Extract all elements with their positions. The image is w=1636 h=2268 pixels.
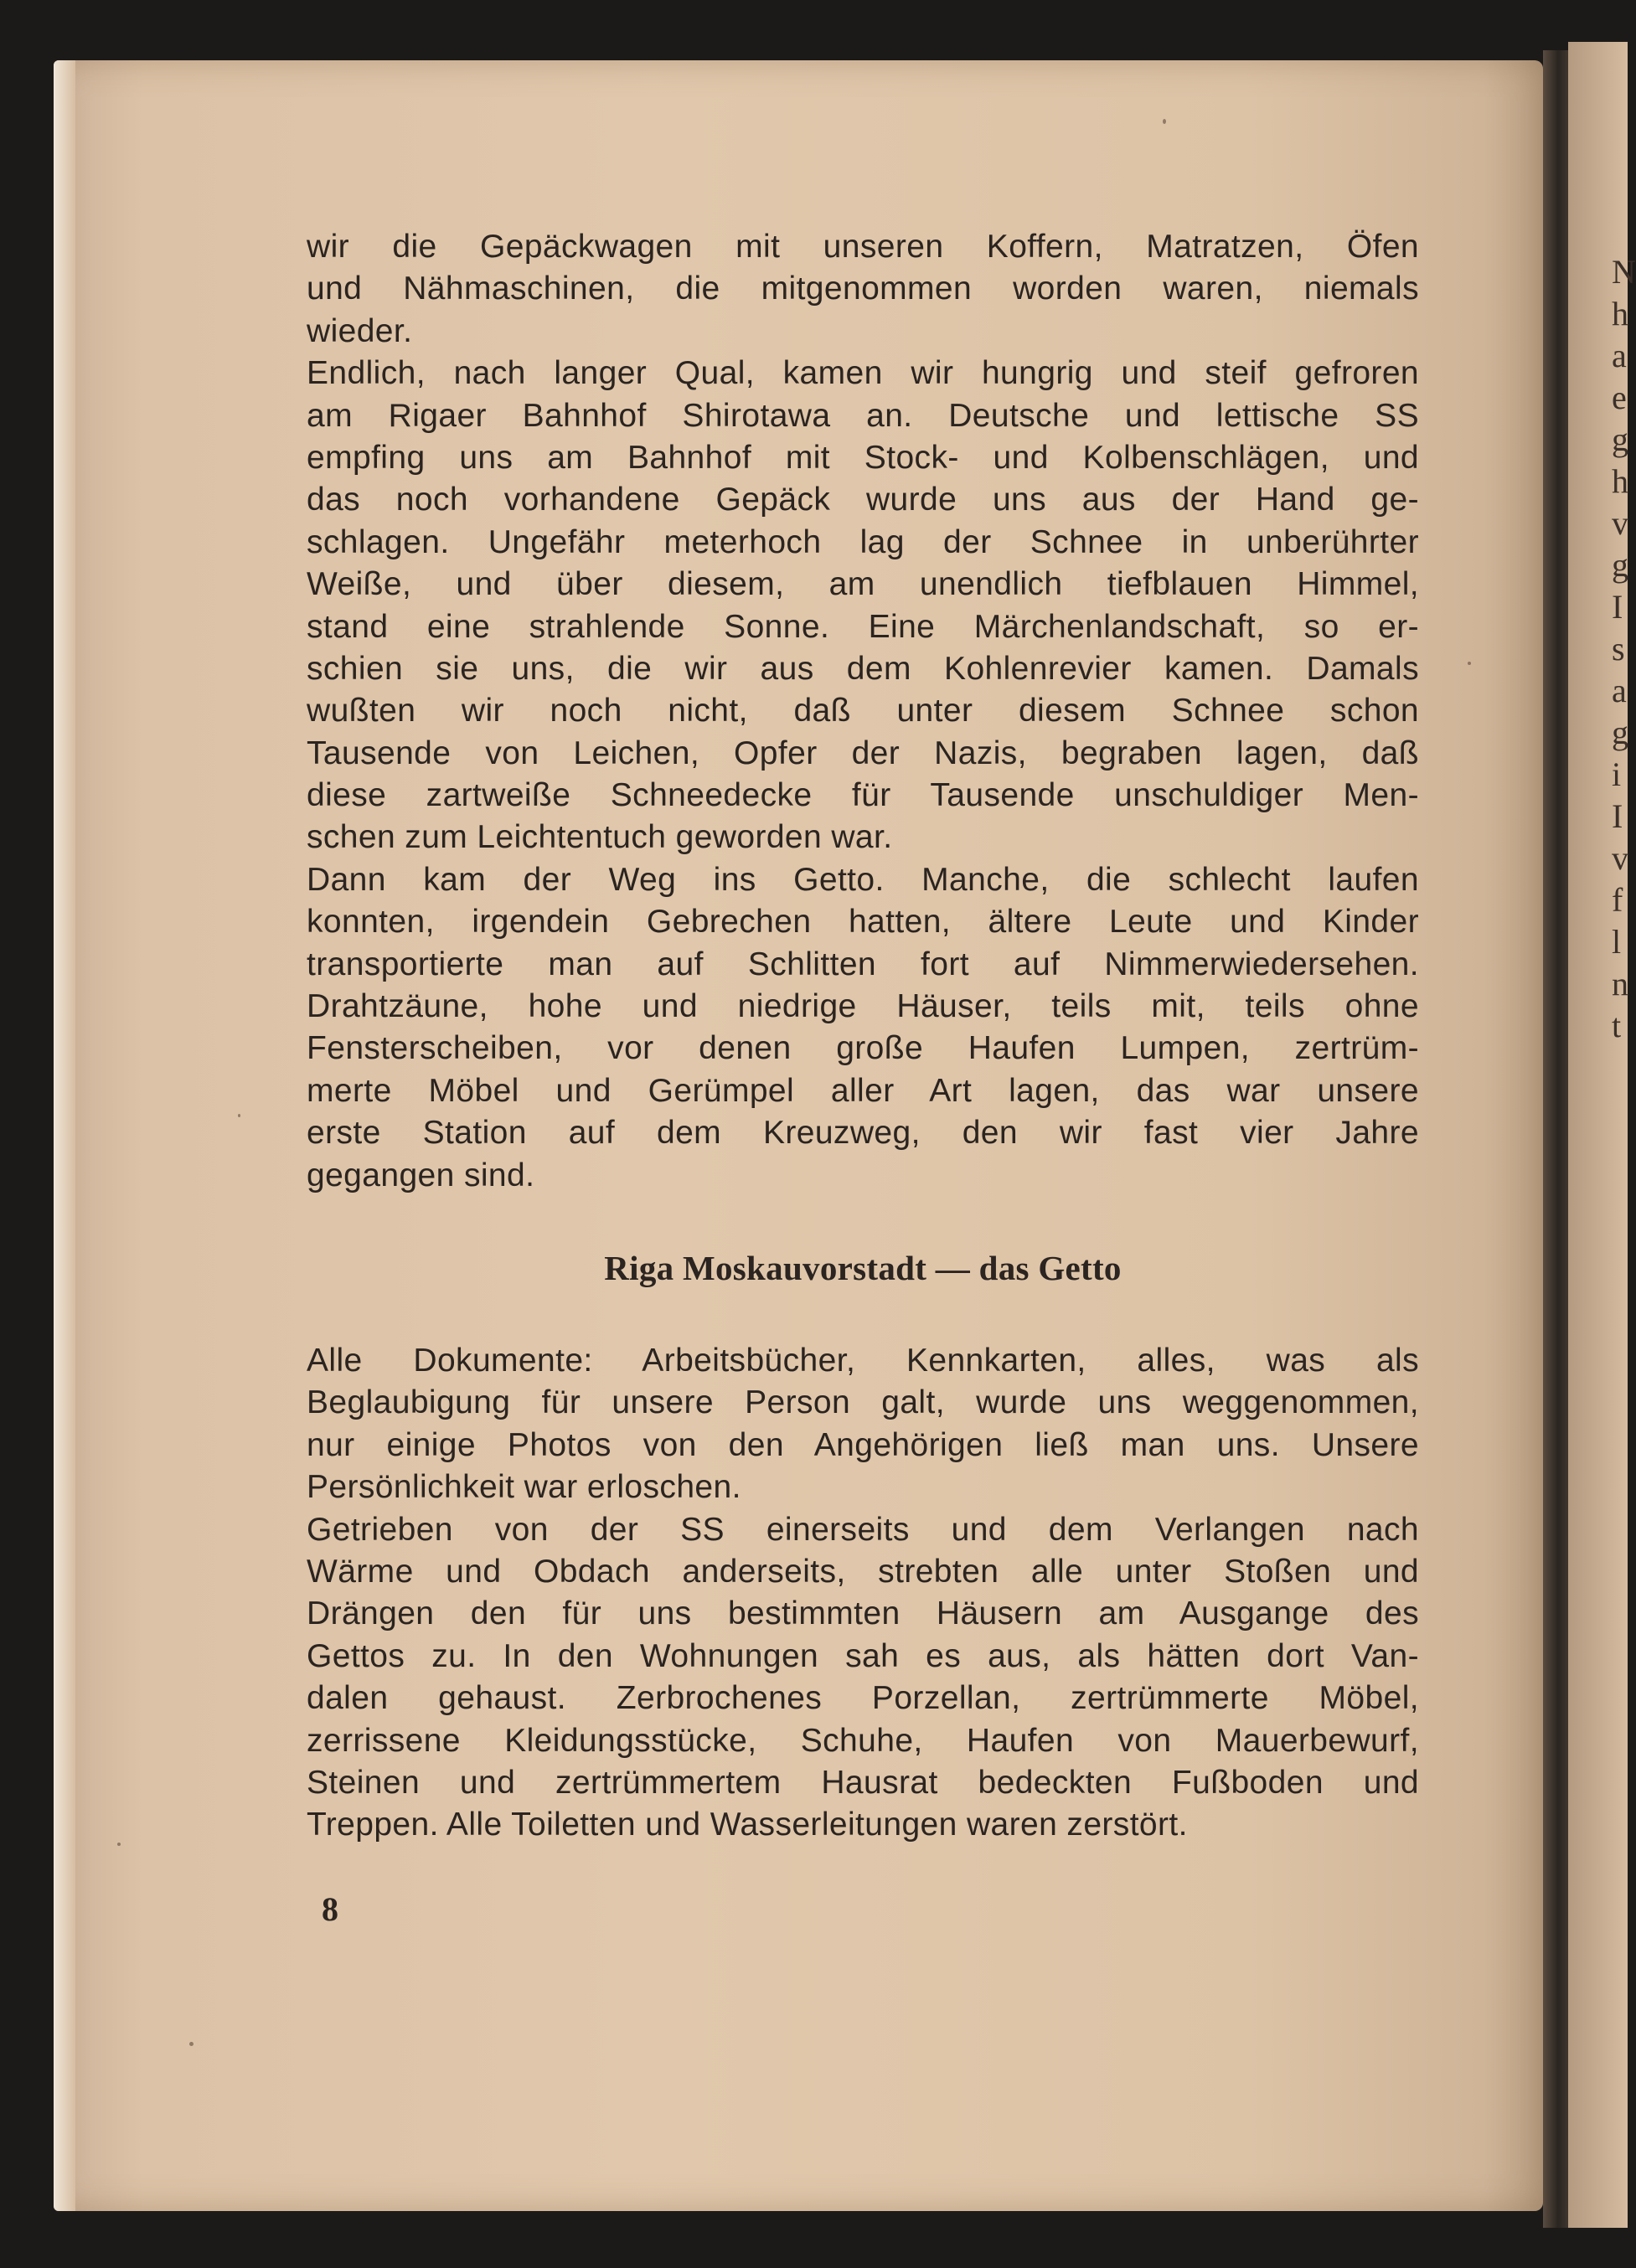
- next-page-glyph: g: [1612, 714, 1628, 751]
- text-line: Weiße, und über diesem, am unendlich tiefblauen Himmel,: [307, 566, 1419, 603]
- next-page-glyph: n: [1612, 965, 1628, 1003]
- text-line: Endlich, nach langer Qual, kamen wir hungrig und steif gefroren: [307, 355, 1419, 392]
- body-text-top: [307, 226, 1419, 1197]
- body-text-bottom: [307, 1340, 1419, 1847]
- next-page-glyph: f: [1612, 881, 1623, 919]
- paper-speck: [1163, 119, 1166, 124]
- text-line: erste Station auf dem Kreuzweg, den wir fast vier Jahre: [307, 1115, 1419, 1152]
- text-line: zerrissene Kleidungsstücke, Schuhe, Haufen von Mauerbewurf,: [307, 1722, 1419, 1759]
- next-page-glyph: g: [1612, 546, 1628, 584]
- text-line: Tausende von Leichen, Opfer der Nazis, begraben lagen, daß: [307, 735, 1419, 771]
- next-page-glyph: i: [1612, 755, 1622, 793]
- text-line: Alle Dokumente: Arbeitsbücher, Kennkarten, alles, was als: [307, 1343, 1419, 1379]
- text-line: Persönlichkeit war erloschen.: [307, 1469, 741, 1506]
- text-line: Steinen und zertrümmertem Hausrat bedeckten Fußboden und: [307, 1764, 1419, 1801]
- next-page-glyph: s: [1612, 630, 1625, 668]
- next-page-glyph: I: [1612, 588, 1623, 626]
- text-line: Gettos zu. In den Wohnungen sah es aus, als hätten dort Van-: [307, 1637, 1419, 1674]
- text-line: schien sie uns, die wir aus dem Kohlenrevier kamen. Damals: [307, 650, 1419, 687]
- text-line: Wärme und Obdach anderseits, strebten alle unter Stoßen und: [307, 1553, 1419, 1590]
- text-line: dalen gehaust. Zerbrochenes Porzellan, zertrümmerte Möbel,: [307, 1680, 1419, 1717]
- text-line: stand eine strahlende Sonne. Eine Märchenlandschaft, so er-: [307, 608, 1419, 645]
- text-line: gegangen sind.: [307, 1157, 535, 1193]
- next-page-glyph: h: [1612, 462, 1628, 500]
- page-number: 8: [322, 1890, 338, 1928]
- paper-speck: [238, 1114, 240, 1117]
- paper-speck: [117, 1843, 121, 1846]
- text-line: am Rigaer Bahnhof Shirotawa an. Deutsche und lettische SS: [307, 397, 1419, 434]
- text-line: wieder.: [307, 312, 413, 349]
- text-line: Drängen den für uns bestimmten Häusern am Ausgange des: [307, 1595, 1419, 1632]
- next-page-glyph: v: [1612, 839, 1628, 877]
- text-line: schen zum Leichtentuch geworden war.: [307, 819, 893, 856]
- text-line: nur einige Photos von den Angehörigen ließ man uns. Unsere: [307, 1426, 1419, 1463]
- paper-speck: [189, 2042, 194, 2046]
- next-page-glyph: I: [1612, 797, 1623, 835]
- text-line: empfing uns am Bahnhof mit Stock- und Kolbenschlägen, und: [307, 439, 1419, 476]
- text-line: das noch vorhandene Gepäck wurde uns aus der Hand ge-: [307, 482, 1419, 518]
- page-edge: [54, 60, 75, 2211]
- next-page-glyph: g: [1612, 420, 1628, 458]
- text-line: Dann kam der Weg ins Getto. Manche, die schlecht laufen: [307, 861, 1419, 898]
- text-line: wir die Gepäckwagen mit unseren Koffern, Matratzen, Öfen: [307, 229, 1419, 265]
- next-page-glyph: e: [1612, 379, 1627, 416]
- text-line: Beglaubigung für unsere Person galt, wurde uns weggenommen,: [307, 1384, 1419, 1421]
- text-line: schlagen. Ungefähr meterhoch lag der Schnee in unberührter: [307, 523, 1419, 560]
- text-line: konnten, irgendein Gebrechen hatten, ältere Leute und Kinder: [307, 904, 1419, 941]
- text-line: diese zartweiße Schneedecke für Tausende unschuldiger Men-: [307, 777, 1419, 814]
- next-page-glyph: a: [1612, 672, 1627, 709]
- next-page-glyph: a: [1612, 337, 1627, 374]
- text-line: Drahtzäune, hohe und niedrige Häuser, teils mit, teils ohne: [307, 988, 1419, 1025]
- text-line: Getrieben von der SS einerseits und dem Verlangen nach: [307, 1511, 1419, 1548]
- text-line: Treppen. Alle Toiletten und Wasserleitungen waren zerstört.: [307, 1807, 1188, 1843]
- text-line: merte Möbel und Gerümpel aller Art lagen, das war unsere: [307, 1072, 1419, 1109]
- paper-speck: [1468, 662, 1471, 665]
- next-page-glyph: N: [1612, 253, 1636, 291]
- next-page-glyph: l: [1612, 923, 1622, 961]
- text-line: wußten wir noch nicht, daß unter diesem Schnee schon: [307, 693, 1419, 729]
- next-page-glyph: h: [1612, 295, 1628, 332]
- book-gutter: [1543, 50, 1568, 2228]
- text-line: Fensterscheiben, vor denen große Haufen Lumpen, zertrüm-: [307, 1030, 1419, 1067]
- text-line: transportierte man auf Schlitten fort auf Nimmerwiedersehen.: [307, 946, 1419, 982]
- text-line: und Nähmaschinen, die mitgenommen worden waren, niemals: [307, 271, 1419, 307]
- next-page-glyph: t: [1612, 1007, 1622, 1044]
- section-heading: Riga Moskauvorstadt — das Getto: [604, 1249, 1122, 1287]
- next-page-edge: [1568, 42, 1636, 2228]
- next-page-glyph: v: [1612, 504, 1628, 542]
